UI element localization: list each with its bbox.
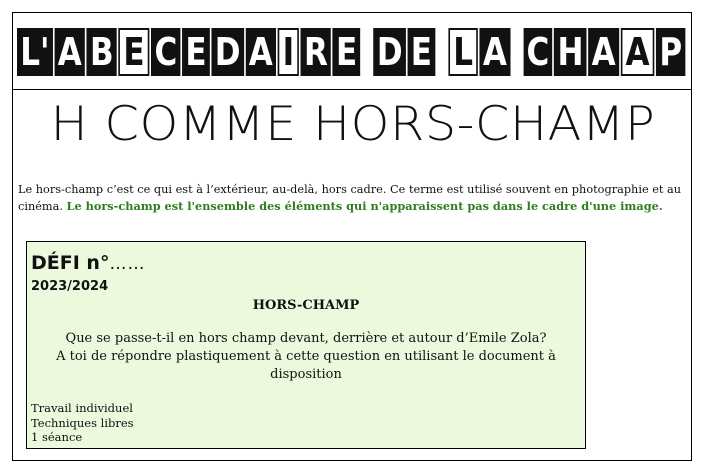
page-title: H COMME HORS-CHAMP <box>50 97 656 152</box>
banner-letter: B <box>87 28 117 76</box>
meta-mode: Travail individuel <box>31 401 133 415</box>
worksheet-frame <box>12 12 692 461</box>
question-line-2: A toi de répondre plastiquement à cette question en utilisant le document à disposition <box>56 349 556 382</box>
banner-letter: C <box>151 28 180 76</box>
banner-letter: L <box>448 28 478 76</box>
banner-title <box>17 23 687 81</box>
defi-number-blank: …… <box>109 254 146 274</box>
banner-letter: A <box>621 28 655 76</box>
question-line-1: Que se passe-t-il en hors champ devant, derrière et autour d’Emile Zola? <box>65 331 547 346</box>
banner-letter: P <box>656 28 685 76</box>
defi-heading: HORS-CHAMP <box>252 298 360 313</box>
defi-year: 2023/2024 <box>31 279 109 294</box>
banner-letter: E <box>333 28 361 76</box>
defi-question <box>27 330 585 384</box>
defi-label: DÉFI n° <box>31 252 110 274</box>
banner-letter: E <box>182 28 210 76</box>
intro-definition: Le hors-champ est l'ensemble des éléments qui n'apparaissent pas dans le cadre d'une image. <box>66 199 663 213</box>
banner-letter: E <box>408 28 436 76</box>
defi-meta <box>31 401 134 445</box>
banner-letter: E <box>119 28 150 76</box>
banner-letter: R <box>301 28 331 76</box>
meta-techniques: Techniques libres <box>31 415 134 430</box>
defi-box <box>26 241 586 449</box>
banner-letter: A <box>245 28 276 76</box>
intro-paragraph <box>18 181 690 215</box>
banner-letter: A <box>480 28 511 76</box>
meta-duration: 1 séance <box>31 430 83 444</box>
banner <box>13 13 691 90</box>
defi-title <box>31 252 145 274</box>
banner-letter: D <box>374 28 406 76</box>
banner-letter: I <box>278 28 299 76</box>
banner-letter: A <box>588 28 619 76</box>
banner-letter: D <box>212 28 244 76</box>
banner-letter: A <box>54 28 85 76</box>
intro-text: Le hors-champ c’est ce qui est à l’extérieur, au-delà, hors cadre. Ce terme est utilisé souvent en photographie et au cinéma. <box>18 183 682 213</box>
banner-letter: C <box>523 28 552 76</box>
banner-letter: H <box>554 28 587 76</box>
banner-letter: L' <box>17 28 53 76</box>
